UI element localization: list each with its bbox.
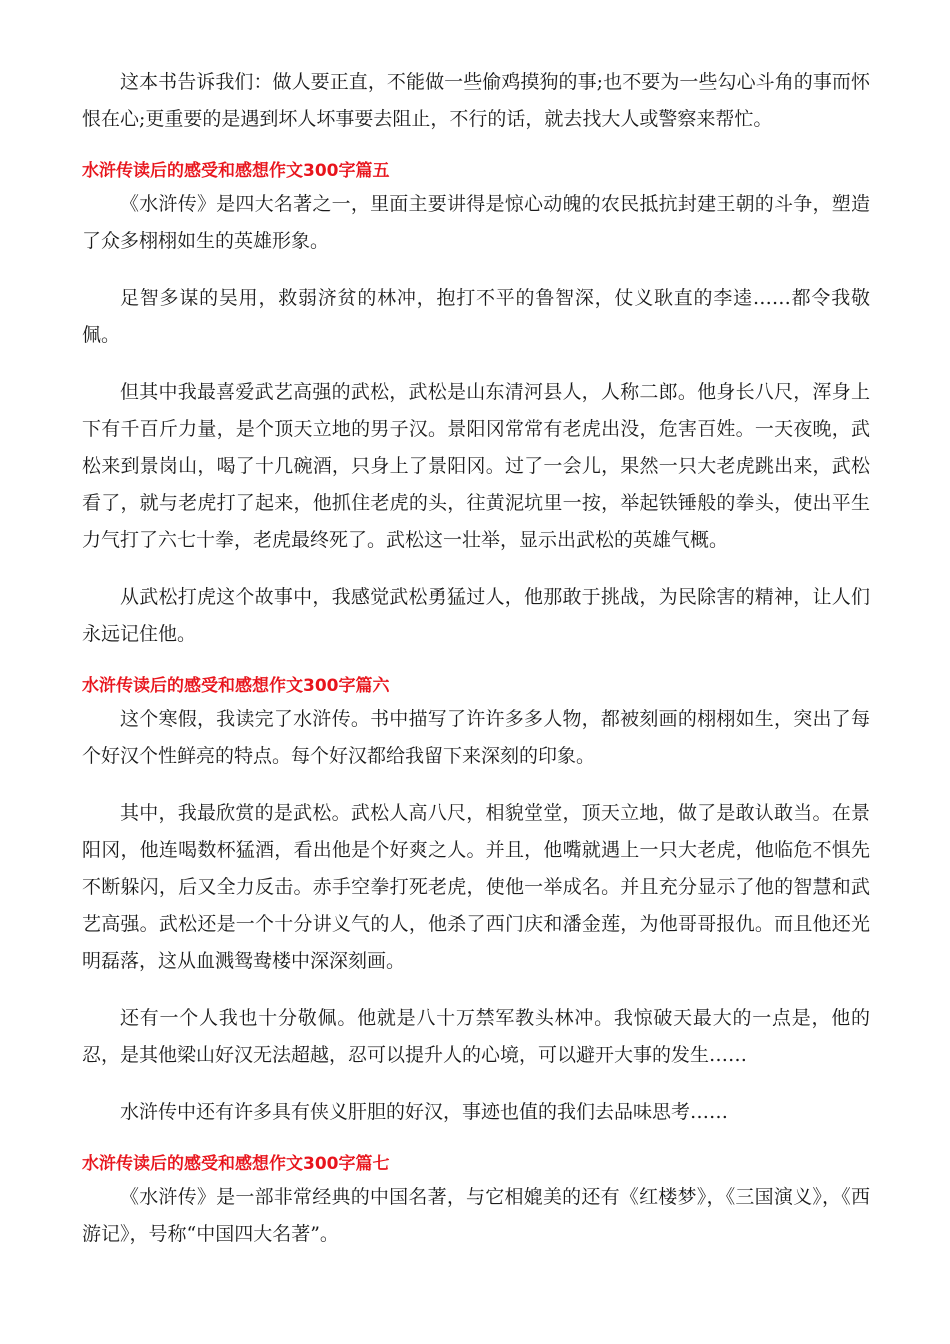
paragraph: 还有一个人我也十分敬佩。他就是八十万禁军教头林冲。我惊破天最大的一点是，他的忍，是其他梁山好汉无法超越，忍可以提升人的心境，可以避开大事的发生…… [82,1007,870,1066]
section-six [82,673,870,1131]
paragraph: 从武松打虎这个故事中，我感觉武松勇猛过人，他那敢于挑战，为民除害的精神，让人们永远记住他。 [82,586,870,645]
section-heading: 水浒传读后的感受和感想作文300字篇五 [82,161,390,181]
paragraph: 这本书告诉我们：做人要正直，不能做一些偷鸡摸狗的事;也不要为一些勾心斗角的事而怀恨在心;更重要的是遇到坏人坏事要去阻止，不行的话，就去找大人或警察来帮忙。 [82,71,870,130]
paragraph: 其中，我最欣赏的是武松。武松人高八尺，相貌堂堂，顶天立地，做了是敢认敢当。在景阳冈，他连喝数杯猛酒，看出他是个好爽之人。并且，他嘴就遇上一只大老虎，他临危不惧先不断躲闪，后又全力反击。赤手空拳打死老虎，使他一举成名。并且充分显示了他的智慧和武艺高强。武松还是一个十分讲义气的人，他杀了西门庆和潘金莲，为他哥哥报仇。而且他还光明磊落，这从血溅鸳鸯楼中深深刻画。 [82,802,870,972]
paragraph: 水浒传中还有许多具有侠义肝胆的好汉，事迹也值的我们去品味思考…… [120,1101,729,1123]
paragraph: 《水浒传》是四大名著之一，里面主要讲得是惊心动魄的农民抵抗封建王朝的斗争，塑造了众多栩栩如生的英雄形象。 [82,193,870,252]
paragraph: 但其中我最喜爱武艺高强的武松，武松是山东清河县人，人称二郎。他身长八尺，浑身上下有千百斤力量，是个顶天立地的男子汉。景阳冈常常有老虎出没，危害百姓。一天夜晚，武松来到景岗山，喝了十几碗酒，只身上了景阳冈。过了一会儿，果然一只大老虎跳出来，武松看了，就与老虎打了起来，他抓住老虎的头，往黄泥坑里一按，举起铁锤般的拳头，使出平生力气打了六七十拳，老虎最终死了。武松这一壮举，显示出武松的英雄气概。 [82,381,870,551]
paragraph: 这个寒假，我读完了水浒传。书中描写了许许多多人物，都被刻画的栩栩如生，突出了每个好汉个性鲜亮的特点。每个好汉都给我留下来深刻的印象。 [82,708,870,767]
section-seven [82,1151,870,1253]
paragraph: 足智多谋的吴用，救弱济贫的林冲，抱打不平的鲁智深，仗义耿直的李逵……都令我敬佩。 [82,287,870,346]
section-five [82,158,870,653]
paragraph: 《水浒传》是一部非常经典的中国名著，与它相媲美的还有《红楼梦》，《三国演义》，《西游记》，号称“中国四大名著”。 [82,1186,870,1245]
document-page [82,64,870,1253]
section-heading: 水浒传读后的感受和感想作文300字篇六 [82,676,390,696]
section-heading: 水浒传读后的感受和感想作文300字篇七 [82,1154,390,1174]
